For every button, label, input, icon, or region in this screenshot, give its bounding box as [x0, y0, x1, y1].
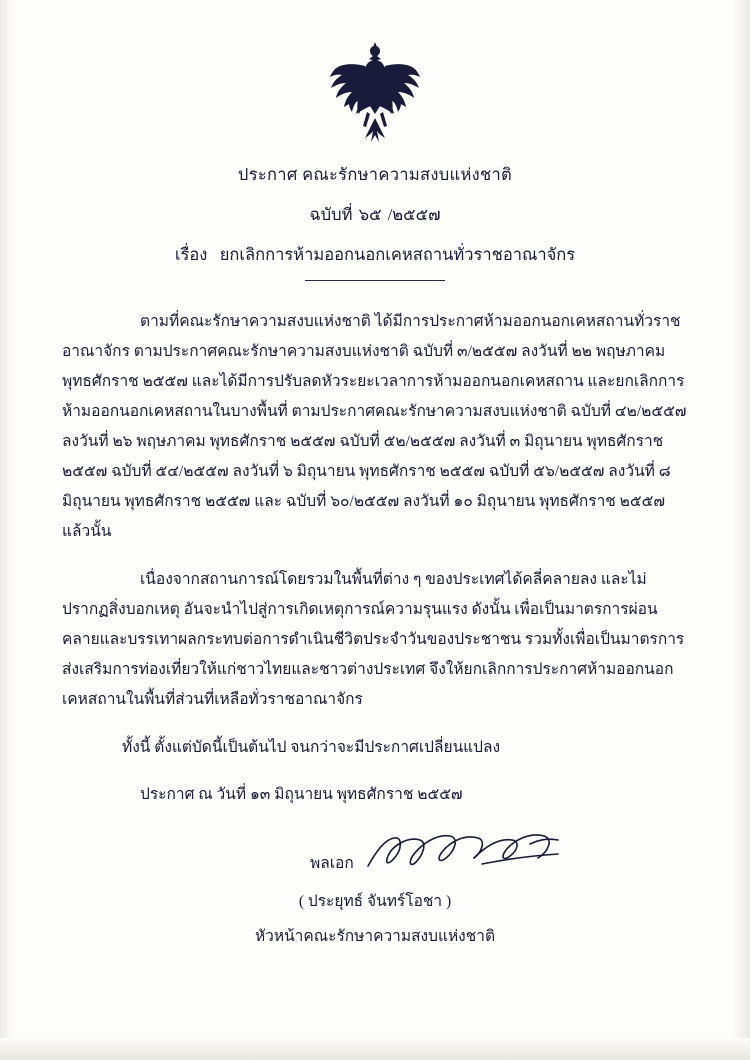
- announcement-date-line: ประกาศ ณ วันที่ ๑๓ มิถุนายน พุทธศักราช ๒๕๕๗: [140, 786, 463, 803]
- issue-line: [62, 202, 688, 228]
- subject-line: [62, 242, 688, 268]
- paragraph-1: [62, 307, 688, 547]
- handwritten-signature-icon: [362, 826, 592, 882]
- issue-prefix: ฉบับที่: [309, 205, 353, 224]
- document-body: [62, 307, 688, 763]
- paragraph-1-text: ตามที่คณะรักษาความสงบแห่งชาติ ได้มีการประกาศห้ามออกนอกเคหสถานทั่วราชอาณาจักร ตามประกาศคณะรักษาความสงบแห่งชาติ ฉบับที่ ๓/๒๕๕๗ ลงวันที่ ๒๒ พฤษภาคม พุทธศักราช ๒๕๕๗ และได้มีการปรับลดหัวระยะเวลาการห้ามออกนอกเคหสถาน และยกเลิกการห้ามออกนอกเคหสถานในบางพื้นที่ ตามประกาศคณะรักษาความสงบแห่งชาติ ฉบับที่ ๔๒/๒๕๕๗ ลงวันที่ ๒๖ พฤษภาคม พุทธศักราช ๒๕๕๗ ฉบับที่ ๕๒/๒๕๕๗ ลงวันที่ ๓ มิถุนายน พุทธศักราช ๒๕๕๗ ฉบับที่ ๕๔/๒๕๕๗ ลงวันที่ ๖ มิถุนายน พุทธศักราช ๒๕๕๗ ฉบับที่ ๕๖/๒๕๕๗ ลงวันที่ ๘ มิถุนายน พุทธศักราช ๒๕๕๗ และ ฉบับที่ ๖๐/๒๕๕๗ ลงวันที่ ๑๐ มิถุนายน พุทธศักราช ๒๕๕๗ แล้วนั้น: [62, 313, 687, 540]
- organization-line: ประกาศ คณะรักษาความสงบแห่งชาติ: [237, 165, 513, 184]
- signature-block: [62, 832, 688, 948]
- paper-edge-bottom: [0, 1038, 750, 1060]
- paragraph-3: [62, 733, 688, 763]
- paragraph-2: [62, 565, 688, 715]
- signer-rank: พลเอก: [310, 855, 354, 872]
- garuda-emblem-icon: [321, 40, 429, 144]
- paragraph-2-text: เนื่องจากสถานการณ์โดยรวมในพื้นที่ต่าง ๆ ของประเทศได้คลี่คลายลง และไม่ปรากฏสิ่งบอกเหตุ อันจะนำไปสู่การเกิดเหตุการณ์ความรุนแรง ดังนั้น เพื่อเป็นมาตรการผ่อนคลายและบรรเทาผลกระทบต่อการดำเนินชีวิตประจำวันของประชาชน รวมทั้งเพื่อเป็นมาตรการส่งเสริมการท่องเที่ยวให้แก่ชาวไทยและชาวต่างประเทศ จึงให้ยกเลิกการประกาศห้ามออกนอกเคหสถานในพื้นที่ส่วนที่เหลือทั่วราชอาณาจักร: [62, 571, 685, 708]
- signer-title: หัวหน้าคณะรักษาความสงบแห่งชาติ: [254, 928, 496, 945]
- header-divider: [305, 280, 445, 281]
- issue-year: /๒๕๕๗: [387, 205, 441, 224]
- issue-number: ๖๕: [358, 205, 382, 224]
- paragraph-3-text: ทั้งนี้ ตั้งแต่บัดนี้เป็นต้นไป จนกว่าจะมีประกาศเปลี่ยนแปลง: [122, 739, 501, 756]
- emblem-container: [62, 0, 688, 148]
- signer-name: ( ประยุทธ์ จันทร์โอชา ): [298, 893, 452, 910]
- signature-row: [62, 832, 688, 886]
- document-header: [62, 162, 688, 281]
- subject-text: ยกเลิกการห้ามออกนอกเคหสถานทั่วราชอาณาจักร: [219, 245, 576, 264]
- subject-prefix: เรื่อง: [174, 245, 208, 264]
